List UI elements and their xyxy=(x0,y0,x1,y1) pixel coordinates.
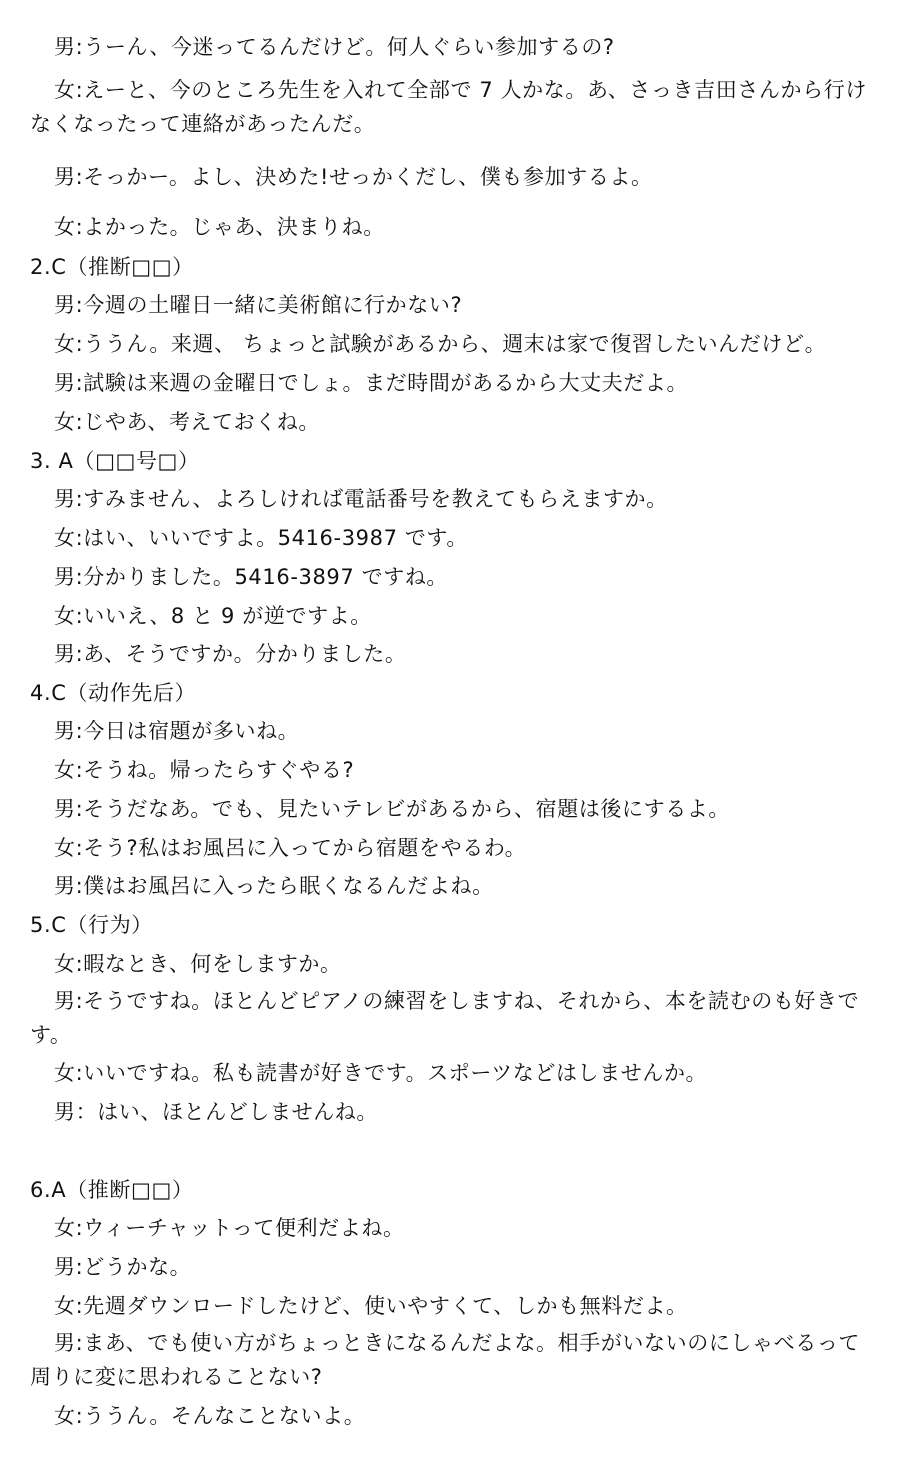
dialogue-line: 男:あ、そうですか。分かりました。 xyxy=(54,642,407,666)
dialogue-line: 女:暇なとき、何をしますか。 xyxy=(54,952,342,976)
dialogue-line: 女:よかった。じゃあ、決まりね。 xyxy=(54,215,385,239)
dialogue-line: 女:ウィーチャットって便利だよね。 xyxy=(54,1216,405,1240)
dialogue-line: 女:そうね。帰ったらすぐやる? xyxy=(54,758,355,782)
dialogue-line: 女:はい、いいですよ。5416-3987 です。 xyxy=(54,526,468,550)
dialogue-line: 女:ううん。来週、 ちょっと試験があるから、週末は家で復習したいんだけど。 xyxy=(54,332,827,356)
dialogue-line: 女:いいですね。私も読書が好きです。スポーツなどはしませんか。 xyxy=(54,1061,708,1085)
section-heading: 3. A（□□号□） xyxy=(30,449,200,473)
dialogue-line: 男:分かりました。5416-3897 ですね。 xyxy=(54,565,449,589)
dialogue-line: 男:どうかな。 xyxy=(54,1255,192,1279)
section-heading: 4.C（动作先后） xyxy=(30,681,197,705)
dialogue-line: 男:うーん、今迷ってるんだけど。何人ぐらい参加するの? xyxy=(54,35,615,59)
dialogue-line: 女:いいえ、8 と 9 が逆ですよ。 xyxy=(54,604,372,628)
dialogue-line: 男:そうだなあ。でも、見たいテレビがあるから、宿題は後にするよ。 xyxy=(54,797,731,821)
dialogue-line: 男:今日は宿題が多いね。 xyxy=(54,719,300,743)
dialogue-line: 女:ううん。そんなことないよ。 xyxy=(54,1404,366,1428)
dialogue-line: 男:そうですね。ほとんどピアノの練習をしますね、それから、本を読むのも好きです。 xyxy=(30,989,860,1047)
dialogue-line: 男:すみません、よろしければ電話番号を教えてもらえますか。 xyxy=(54,487,668,511)
dialogue-line: 女:先週ダウンロードしたけど、使いやすくて、しかも無料だよ。 xyxy=(54,1294,688,1318)
section-heading: 5.C（行为） xyxy=(30,913,153,937)
dialogue-line: 男:そっかー。よし、決めた!せっかくだし、僕も参加するよ。 xyxy=(54,165,653,189)
section-heading: 6.A（推断□□） xyxy=(30,1178,194,1202)
dialogue-line: 男：はい、ほとんどしませんね。 xyxy=(54,1100,378,1124)
dialogue-line: 男:今週の土曜日一緒に美術館に行かない? xyxy=(54,293,463,317)
dialogue-line: 女:そう?私はお風呂に入ってから宿題をやるわ。 xyxy=(54,836,527,860)
dialogue-line: 男:まあ、でも使い方がちょっときになるんだよな。相手がいないのにしゃべるって周りに変に思われることない? xyxy=(30,1331,861,1389)
dialogue-line: 男:試験は来週の金曜日でしょ。まだ時間があるから大丈夫だよ。 xyxy=(54,371,689,395)
dialogue-line: 女:じやあ、考えておくね。 xyxy=(54,410,321,434)
section-heading: 2.C（推断□□） xyxy=(30,255,194,279)
dialogue-line: 女:えーと、今のところ先生を入れて全部で 7 人かな。あ、さっき吉田さんから行けなくなったって連絡があったんだ。 xyxy=(30,78,867,136)
dialogue-line: 男:僕はお風呂に入ったら眠くなるんだよね。 xyxy=(54,874,494,898)
